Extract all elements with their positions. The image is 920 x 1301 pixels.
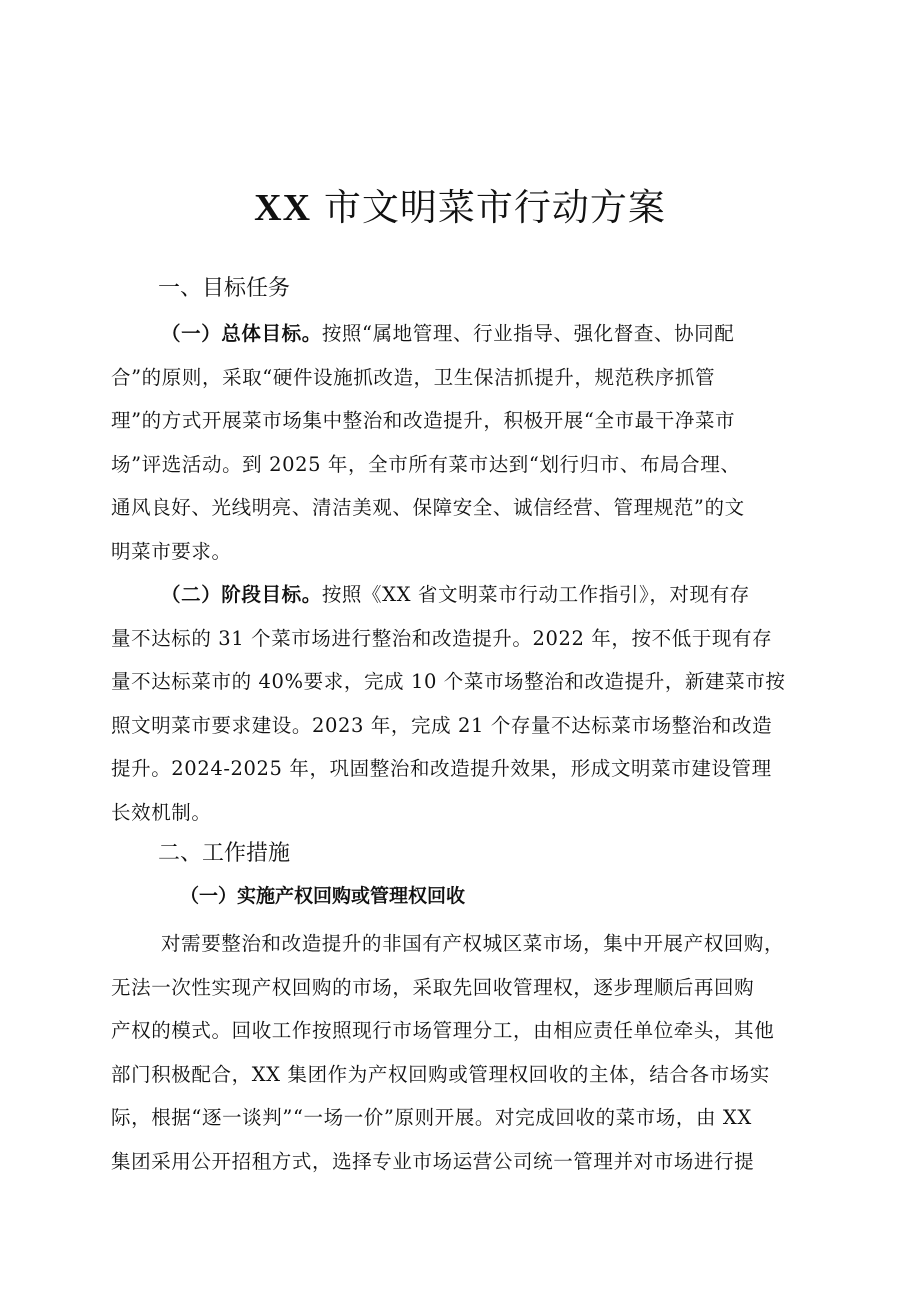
paragraph-line: 产权的模式。回收工作按照现行市场管理分工，由相应责任单位牵头，其他 — [111, 1019, 775, 1042]
paragraph-lead: （二）阶段目标。 — [161, 583, 322, 606]
section-heading-measures: 二、工作措施 — [158, 841, 291, 866]
paragraph-line: 通风良好、光线明亮、清洁美观、保障安全、诚信经营、管理规范”的文 — [111, 496, 745, 519]
section-heading-goals: 一、目标任务 — [158, 276, 291, 301]
paragraph-line: 无法一次性实现产权回购的市场，采取先回收管理权，逐步理顺后再回购 — [111, 975, 755, 999]
paragraph-lead: （一）总体目标。 — [161, 322, 322, 345]
title-prefix: XX — [254, 187, 312, 229]
paragraph-line: 合”的原则，采取“硬件设施抓改造，卫生保洁抓提升，规范秩序抓管 — [111, 365, 716, 389]
paragraph-line: （一）总体目标。按照“属地管理、行业指导、强化督查、协同配 — [161, 322, 735, 345]
paragraph-stage-goal — [111, 573, 811, 834]
paragraph-overall-goal — [111, 312, 811, 573]
paragraph-line: 集团采用公开招租方式，选择专业市场运营公司统一管理并对市场进行提 — [111, 1149, 755, 1173]
document-title — [0, 183, 920, 233]
title-text: 市文明菜市行动方案 — [311, 186, 666, 229]
paragraph-line: 对需要整治和改造提升的非国有产权城区菜市场，集中开展产权回购， — [161, 932, 785, 955]
paragraph-line: 际，根据“逐一谈判”“一场一价”原则开展。对完成回收的菜市场，由 XX — [111, 1106, 752, 1129]
paragraph-line: 照文明菜市要求建设。2023 年，完成 21 个存量不达标菜市场整治和改造 — [111, 713, 773, 737]
paragraph-line: 理”的方式开展菜市场集中整治和改造提升，积极开展“全市最干净菜市 — [111, 409, 736, 432]
paragraph-line: 量不达标菜市的 40%要求，完成 10 个菜市场整治和改造提升，新建菜市按 — [111, 670, 786, 693]
paragraph-line: 量不达标的 31 个菜市场进行整治和改造提升。2022 年，按不低于现有存 — [111, 626, 773, 650]
paragraph-line: 部门积极配合，XX 集团作为产权回购或管理权回收的主体，结合各市场实 — [111, 1062, 770, 1086]
paragraph-line: 场”评选活动。到 2025 年，全市所有菜市达到“划行归市、布局合理、 — [111, 452, 741, 476]
paragraph-line: 长效机制。 — [111, 800, 212, 824]
subsection-heading-property-buyback: （一）实施产权回购或管理权回收 — [180, 885, 466, 907]
paragraph-line: 提升。2024-2025 年，巩固整治和改造提升效果，形成文明菜市建设管理 — [111, 757, 772, 780]
paragraph-property-buyback — [111, 922, 811, 1183]
paragraph-line: 明菜市要求。 — [111, 539, 232, 563]
paragraph-line: （二）阶段目标。按照《XX 省文明菜市行动工作指引》，对现有存 — [161, 583, 750, 606]
